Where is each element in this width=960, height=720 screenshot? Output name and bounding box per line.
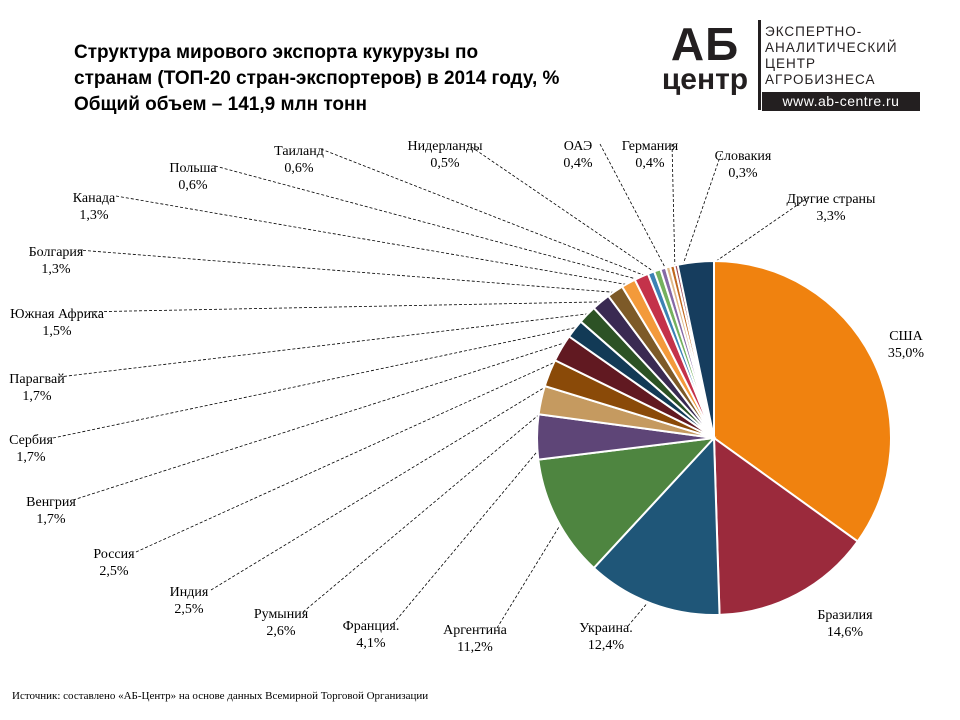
slice-label-value-украина: 12,4% — [587, 638, 625, 653]
logo-mark-bottom: центр — [661, 63, 749, 96]
leader-line-болгария — [78, 250, 634, 294]
logo-mark-top: АБ — [670, 18, 740, 70]
leader-line-канада — [116, 196, 646, 288]
slice-label-value-таиланд: 0,6% — [284, 161, 314, 176]
logo-text-line-4: АГРОБИЗНЕСА — [765, 72, 876, 87]
slice-label-value-южная-африка: 1,5% — [42, 324, 72, 339]
slice-label-value-россия: 2,5% — [99, 564, 129, 579]
slice-label-name-другие-страны: Другие страны — [786, 192, 876, 207]
slice-label-value-румыния: 2,6% — [266, 624, 296, 639]
slice-label-name-румыния: Румыния — [253, 607, 309, 622]
source-note: Источник: составлено «АБ-Центр» на основе данных Всемирной Торговой Организации — [12, 690, 429, 702]
slice-label-name-словакия: Словакия — [714, 149, 772, 164]
slice-label-value-другие-страны: 3,3% — [816, 209, 846, 224]
leader-line-парагвай — [59, 311, 609, 377]
slice-label-value-оаэ: 0,4% — [563, 156, 593, 171]
chart-title-line-3: Общий объем – 141,9 млн тонн — [74, 94, 367, 115]
slice-label-value-словакия: 0,3% — [728, 166, 758, 181]
slice-label-value-аргентина: 11,2% — [457, 640, 493, 655]
logo-text-line-2: АНАЛИТИЧЕСКИЙ — [765, 40, 898, 55]
slice-label-value-венгрия: 1,7% — [36, 512, 66, 527]
chart-title-line-2: странам (ТОП-20 стран-экспортеров) в 2014 году, % — [74, 68, 560, 89]
slice-label-name-германия: Германия — [621, 139, 679, 154]
slice-label-name-индия: Индия — [169, 585, 209, 600]
slice-label-name-сербия: Сербия — [9, 433, 53, 448]
slice-label-value-нидерланды: 0,5% — [430, 156, 460, 171]
slice-label-name-таиланд: Таиланд — [274, 144, 324, 159]
slice-label-value-франция: 4,1% — [356, 636, 386, 651]
slice-label-name-нидерланды: Нидерланды — [407, 139, 483, 154]
leader-line-румыния — [303, 403, 553, 612]
pie-slices — [537, 261, 891, 615]
leader-line-польша — [215, 166, 655, 284]
slice-label-name-аргентина: Аргентина — [443, 623, 507, 638]
slice-label-name-франция: Франция. — [342, 619, 400, 634]
logo-text-line-3: ЦЕНТР — [765, 56, 816, 71]
logo-url: www.ab-centre.ru — [762, 92, 920, 111]
slice-label-name-оаэ: ОАЭ — [563, 139, 593, 154]
slice-label-name-украина: Украина. — [579, 621, 633, 636]
leader-line-словакия — [679, 154, 721, 277]
slice-label-name-парагвай: Парагвай — [9, 372, 65, 387]
leader-line-германия — [672, 144, 675, 278]
leader-line-аргентина — [497, 513, 568, 628]
slice-label-name-болгария: Болгария — [28, 245, 84, 260]
slice-label-name-польша: Польша — [169, 161, 217, 176]
slice-label-name-венгрия: Венгрия — [26, 495, 76, 510]
leader-line-южная-африка — [79, 301, 622, 312]
slice-label-value-болгария: 1,3% — [41, 262, 71, 277]
slice-label-value-бразилия: 14,6% — [826, 625, 864, 640]
slice-label-name-бразилия: Бразилия — [817, 608, 873, 623]
leader-line-таиланд — [321, 149, 661, 282]
slice-label-value-германия: 0,4% — [635, 156, 665, 171]
logo-text-line-1: ЭКСПЕРТНО- — [765, 24, 863, 39]
slice-label-value-сербия: 1,7% — [16, 450, 46, 465]
leader-line-венгрия — [73, 336, 584, 500]
slice-label-name-канада: Канада — [72, 191, 116, 206]
slice-label-value-индия: 2,5% — [174, 602, 204, 617]
leader-line-индия — [211, 378, 561, 590]
slice-label-value-канада: 1,3% — [79, 208, 109, 223]
chart-title-line-1: Структура мирового экспорта кукурузы по — [74, 42, 479, 63]
slice-label-value-сша: 35,0% — [887, 346, 925, 361]
slice-label-value-парагвай: 1,7% — [22, 389, 52, 404]
slice-label-name-сша: США — [889, 329, 923, 344]
leader-line-россия — [136, 354, 572, 552]
slice-label-name-южная-африка: Южная Африка — [10, 307, 104, 322]
slice-label-value-польша: 0,6% — [178, 178, 208, 193]
slice-label-name-россия: Россия — [93, 547, 135, 562]
